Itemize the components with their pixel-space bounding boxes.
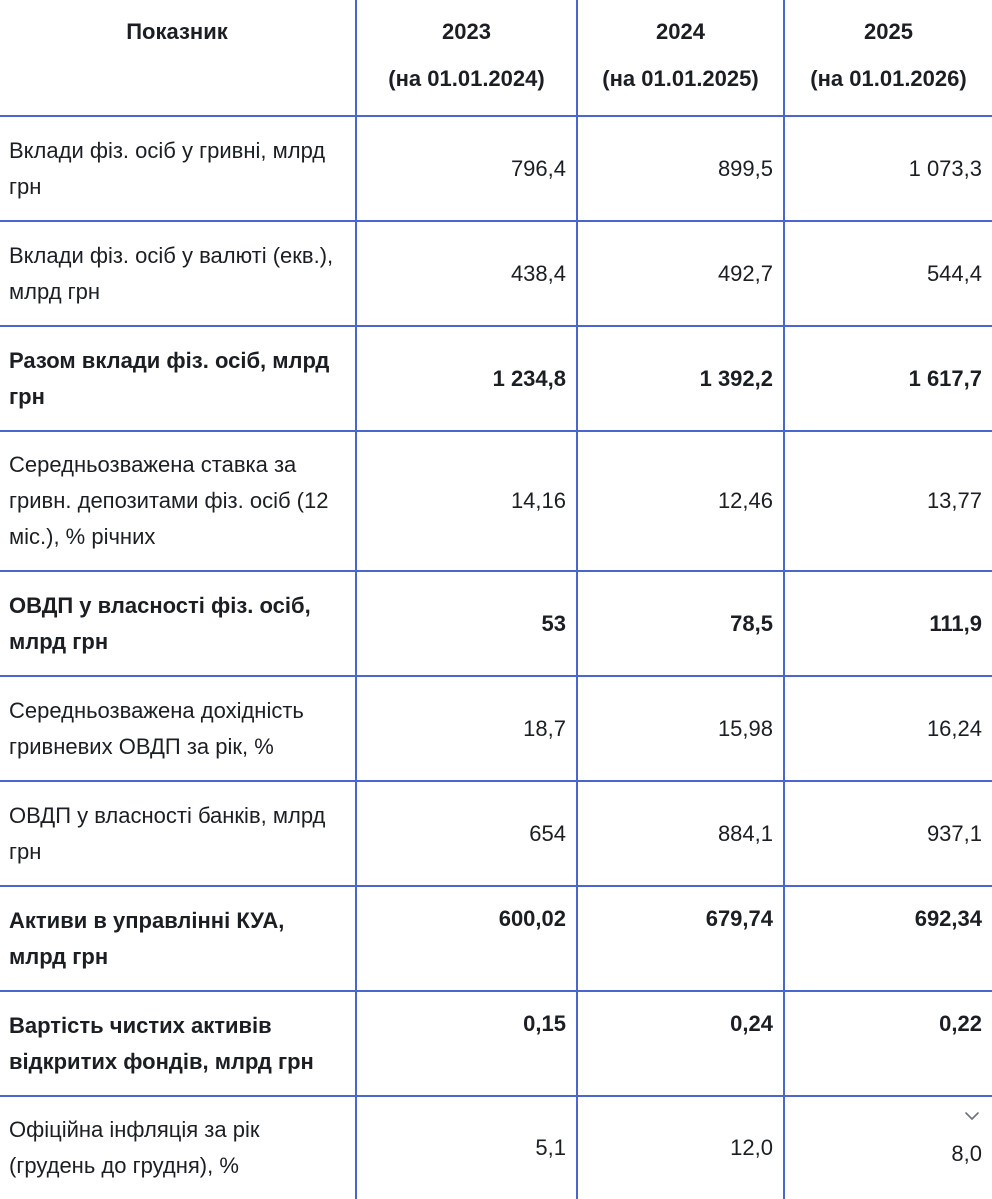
row-value-2023: 14,16 <box>356 431 577 571</box>
header-date: (на 01.01.2024) <box>388 66 545 91</box>
table-row <box>0 326 992 431</box>
row-value-2023: 5,1 <box>356 1096 577 1199</box>
row-value-2025: 544,4 <box>784 221 992 326</box>
table-row <box>0 1096 992 1199</box>
row-value-2024: 899,5 <box>577 116 784 221</box>
table-row <box>0 886 992 991</box>
row-value-2023: 0,15 <box>356 991 577 1096</box>
row-value-2025: 111,9 <box>784 571 992 676</box>
table-row <box>0 781 992 886</box>
row-value-2023: 18,7 <box>356 676 577 781</box>
header-year: 2025 <box>864 19 913 44</box>
table-row <box>0 676 992 781</box>
table-row <box>0 571 992 676</box>
row-value-2024: 0,24 <box>577 991 784 1096</box>
row-value-2023: 1 234,8 <box>356 326 577 431</box>
table-row <box>0 116 992 221</box>
row-label: Середньозважена дохідність гривневих ОВДП за рік, % <box>0 676 356 781</box>
row-value-2025: 0,22 <box>784 991 992 1096</box>
header-col-2023 <box>356 0 577 116</box>
table-row <box>0 221 992 326</box>
header-year: 2024 <box>656 19 705 44</box>
row-value-2023: 53 <box>356 571 577 676</box>
header-col-2025 <box>784 0 992 116</box>
row-value-2024: 15,98 <box>577 676 784 781</box>
row-label: Вклади фіз. осіб у валюті (екв.), млрд грн <box>0 221 356 326</box>
row-value-2024: 12,0 <box>577 1096 784 1199</box>
row-value-2023: 600,02 <box>356 886 577 991</box>
row-value-2024: 12,46 <box>577 431 784 571</box>
row-label: Вклади фіз. осіб у гривні, млрд грн <box>0 116 356 221</box>
row-value-2025: 937,1 <box>784 781 992 886</box>
table-row <box>0 991 992 1096</box>
header-year: 2023 <box>442 19 491 44</box>
row-value-2024: 884,1 <box>577 781 784 886</box>
row-value-2024: 679,74 <box>577 886 784 991</box>
row-value-2025 <box>784 1096 992 1199</box>
row-label: Офіційна інфляція за рік (грудень до грудня), % <box>9 1117 260 1178</box>
header-col-2024 <box>577 0 784 116</box>
row-value-2025: 1 073,3 <box>784 116 992 221</box>
chevron-down-icon[interactable] <box>965 1111 979 1121</box>
header-date: (на 01.01.2026) <box>810 66 967 91</box>
header-indicator: Показник <box>0 0 356 116</box>
row-value-text: 8,0 <box>951 1141 982 1166</box>
header-date: (на 01.01.2025) <box>602 66 759 91</box>
table-row <box>0 431 992 571</box>
row-label: Вартість чистих активів відкритих фондів, млрд грн <box>0 991 356 1096</box>
row-value-2023: 654 <box>356 781 577 886</box>
row-label: Разом вклади фіз. осіб, млрд грн <box>0 326 356 431</box>
row-value-2024: 1 392,2 <box>577 326 784 431</box>
row-value-2025: 1 617,7 <box>784 326 992 431</box>
row-label: ОВДП у власності фіз. осіб, млрд грн <box>0 571 356 676</box>
row-label: ОВДП у власності банків, млрд грн <box>0 781 356 886</box>
row-value-2023: 796,4 <box>356 116 577 221</box>
table-header-row <box>0 0 992 116</box>
row-value-2024: 492,7 <box>577 221 784 326</box>
row-value-2023: 438,4 <box>356 221 577 326</box>
row-value-2025: 692,34 <box>784 886 992 991</box>
row-value-2024: 78,5 <box>577 571 784 676</box>
row-value-2025: 16,24 <box>784 676 992 781</box>
row-value-2025: 13,77 <box>784 431 992 571</box>
row-label: Активи в управлінні КУА, млрд грн <box>0 886 356 991</box>
row-label: Середньозважена ставка за гривн. депозитами фіз. осіб (12 міс.), % річних <box>0 431 356 571</box>
